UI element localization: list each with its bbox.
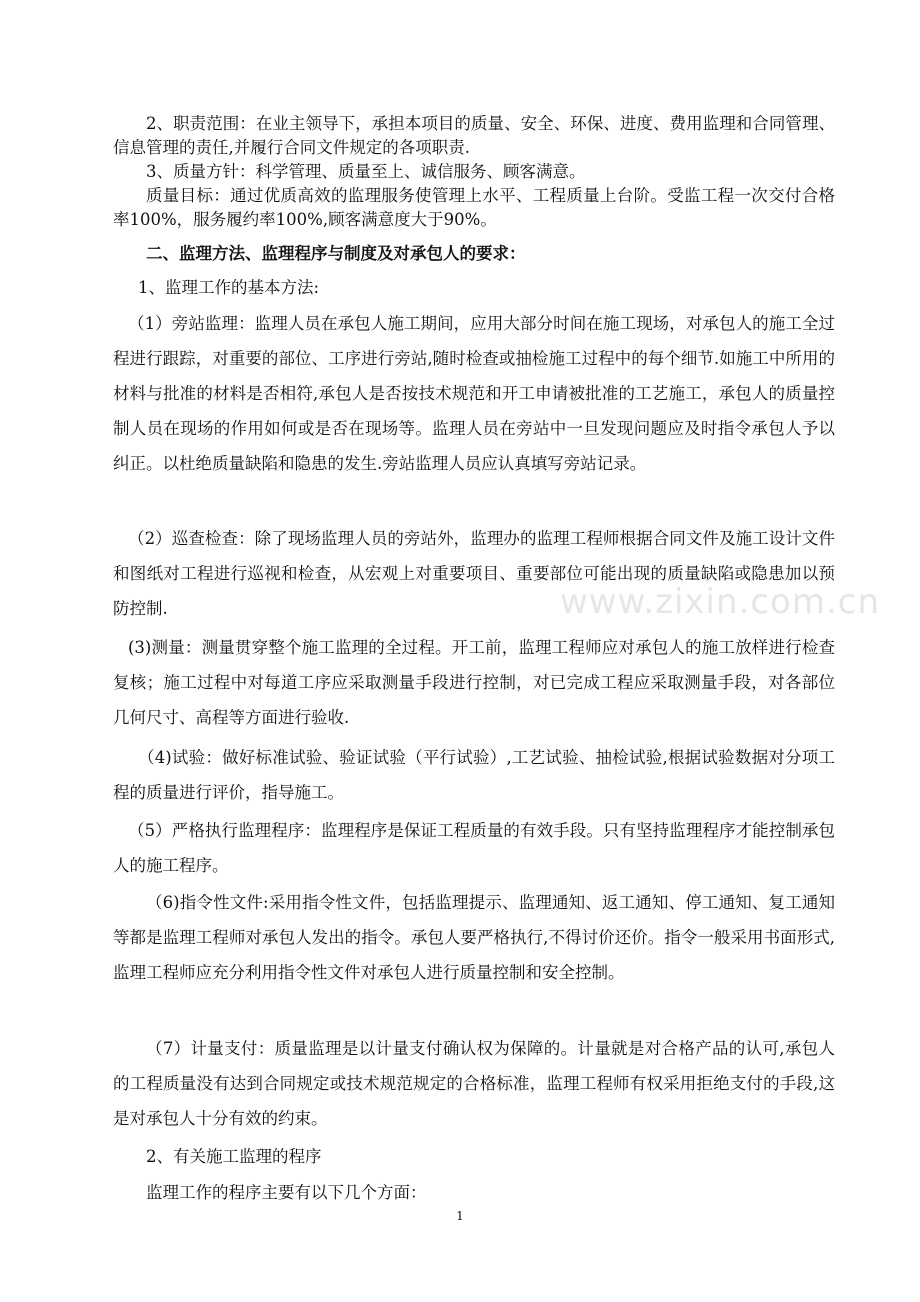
- paragraph-patrol-inspection: （2）巡查检查：除了现场监理人员的旁站外，监理办的监理工程师根据合同文件及施工设计文件和图纸对工程进行巡视和检查，从宏观上对重要项目、重要部位可能出现的质量缺陷或隐患加以预防控制.: [113, 529, 835, 618]
- paragraph-quality-policy: 3、质量方针：科学管理、质量至上、诚信服务、顾客满意。: [146, 162, 586, 181]
- watermark-text: www.zixin.com.cn: [560, 582, 880, 622]
- paragraph-quality-goal: 质量目标：通过优质高效的监理服务使管理上水平、工程质量上台阶。受监工程一次交付合格率100%，服务履约率100%,顾客满意度大于90%。: [113, 186, 835, 229]
- paragraph-measurement: (3)测量：测量贯穿整个施工监理的全过程。开工前，监理工程师应对承包人的施工放样进行检查复核；施工过程中对每道工序应采取测量手段进行控制，对已完成工程应采取测量手段，对各部位几何尺寸、高程等方面进行验收.: [113, 638, 835, 727]
- paragraph-side-station-supervision: （1）旁站监理：监理人员在承包人施工期间，应用大部分时间在施工现场，对承包人的施工全过程进行跟踪，对重要的部位、工序进行旁站,随时检查或抽检施工过程中的每个细节.如施工中所用的材料与批准的材料是否相符,承包人是否按技术规范和开工申请被批准的工艺施工，承包人的质量控制人员在现场的作用如何或是否在现场等。监理人员在旁站中一旦发现问题应及时指令承包人予以纠正。以杜绝质量缺陷和隐患的发生.旁站监理人员应认真填写旁站记录。: [113, 314, 835, 473]
- paragraph-testing: （4)试验：做好标准试验、验证试验（平行试验）,工艺试验、抽检试验,根据试验数据对分项工程的质量进行评价，指导施工。: [113, 748, 835, 802]
- paragraph-procedure-aspects: 监理工作的程序主要有以下几个方面：: [146, 1183, 427, 1202]
- paragraph-responsibility-scope: 2、职责范围：在业主领导下，承担本项目的质量、安全、环保、进度、费用监理和合同管理、信息管理的责任,并履行合同文件规定的各项职责.: [113, 114, 835, 157]
- subheading-construction-procedures: 2、有关施工监理的程序: [146, 1147, 322, 1166]
- page-number: 1: [456, 1209, 464, 1223]
- paragraph-supervision-procedure: （5）严格执行监理程序：监理程序是保证工程质量的有效手段。只有坚持监理程序才能控制承包人的施工程序。: [113, 821, 835, 875]
- paragraph-measurement-payment: （7）计量支付：质量监理是以计量支付确认权为保障的。计量就是对合格产品的认可,承包人的工程质量没有达到合同规定或技术规范规定的合格标准，监理工程师有权采用拒绝支付的手段,这是对承包人十分有效的约束。: [113, 1039, 835, 1128]
- paragraph-directive-documents: （6)指令性文件:采用指令性文件，包括监理提示、监理通知、返工通知、停工通知、复工通知等都是监理工程师对承包人发出的指令。承包人要严格执行,不得讨价还价。指令一般采用书面形式,监理工程师应充分利用指令性文件对承包人进行质量控制和安全控制。: [113, 893, 835, 982]
- subheading-basic-methods: 1、监理工作的基本方法:: [138, 278, 320, 297]
- section-heading-supervision-methods: 二、监理方法、监理程序与制度及对承包人的要求：: [146, 244, 526, 263]
